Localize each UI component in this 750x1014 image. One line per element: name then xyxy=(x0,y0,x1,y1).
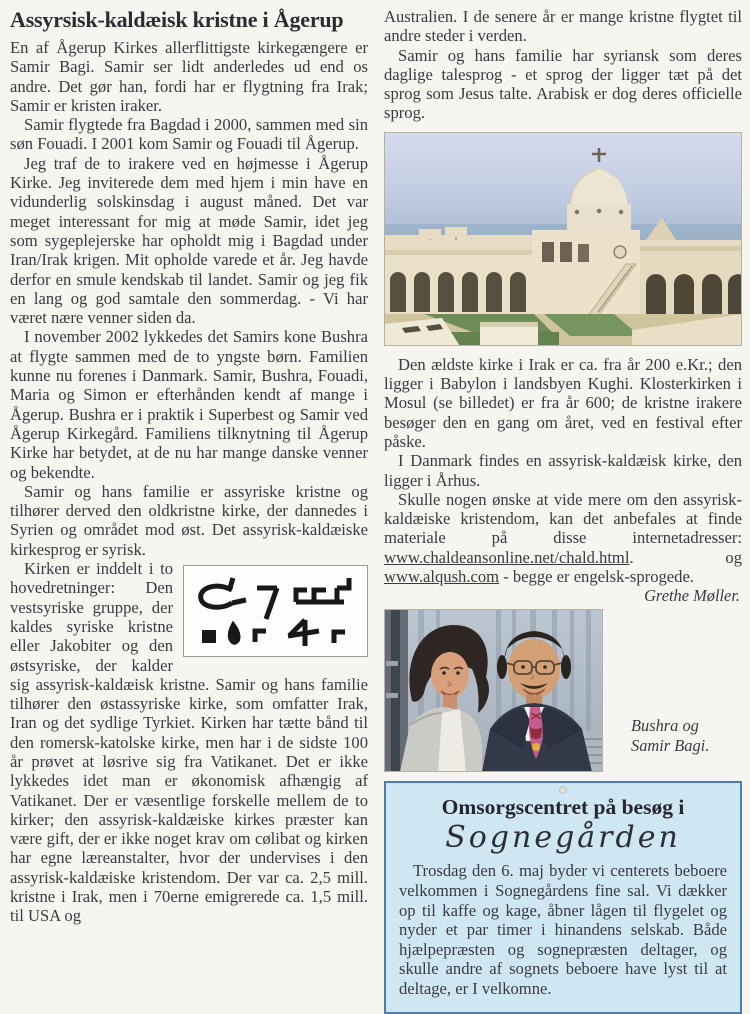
left-column xyxy=(10,7,368,1004)
paragraph-oldest-church: Den ældste kirke i Irak er ca. fra år 200 e.Kr.; den ligger i Babylon i landsbyen Kughi. Klosterkirken i Mosul (se billedet) er fra år 600; de kristne irakere besøger den en gang om året, ved en festival efter påske. xyxy=(384,354,742,451)
pin-hole-mark xyxy=(559,786,567,794)
links-text-before: Skulle nogen ønske at vide mere om den assyrisk-kaldæiske kristendom, kan det anbefales at finde materiale på disse internetadresser: xyxy=(384,489,742,548)
notice-body: Trosdag den 6. maj byder vi centerets beboere velkommen i Sognegårdens fine sal. Vi dækker op til kaffe og kage, åbner lågen til flygelet og nyder et par timer i hinandens selskab. Både hjælpepræsten og sognepræsten deltager, og skulle andre af sognets beboere have lyst til at deltage, er I velkomne. xyxy=(399,861,727,998)
paragraph-meeting: Jeg traf de to irakere ved en højmesse i Ågerup Kirke. Jeg inviterede dem med hjem i min have en vidunderlig solskinsdag i august måned. Det var meget interessant for mig at møde Samir, idet jeg som sygeplejerske har opholdt mig i Bagdad under Iran/Irak krigen. Mit opholde varede et år. Jeg havde derfor en smule kendskab til landet. Samir og jeg fik en lang og god samtale den sommerdag. - Vi har været nære venner siden da. xyxy=(10,153,368,328)
author-byline: Grethe Møller. xyxy=(644,586,740,606)
article-title: Assyrsisk-kaldæisk kristne i Ågerup xyxy=(10,7,344,32)
notice-box xyxy=(384,781,742,1014)
paragraph-church-branches: Kirken er inddelt i to hovedretninger: Den vestsyriske gruppe, der kaldes syriske kristne eller Jakobiter og den østsyriske, der kalder sig assyrisk-kaldæisk kristne. Samir og hans familie tilhører den østassyriske kirke, som omfatter Irak, Iran og det sydlige Tyrkiet. Kirken har tætte bånd til den romersk-katolske kirke, men har i de sidste 100 år prøvet at løsrive sig fra Vatikanet. Det er ikke lykkedes idet man er økonomisk afhængig af Vatikanet. Der er væsentlige forskelle mellem de to kirker; den assyrisk-kaldæiske kirkes præster kan være gift, der er ikke noget krav om cølibat og kirken har egne læreanstalter, hvor der undervises i den assyrisk-kaldæiske kristendom. Der var ca. 2,5 mill. kristne i Irak, men i 70erne emigrerede ca. 1,5 mill. til USA og xyxy=(10,559,368,926)
notice-subtitle-script: Sognegården xyxy=(445,820,681,856)
syriac-glyphs-illustration xyxy=(193,574,358,648)
bushra-samir-photo xyxy=(384,609,603,772)
window-frame xyxy=(384,609,408,772)
link-chaldeansonline[interactable]: www.chaldeansonline.net/chald.html xyxy=(384,547,630,567)
right-column xyxy=(384,7,742,1004)
paragraph-australien: Australien. I de senere år er mange kristne flygtet til andre steder i verden. xyxy=(384,7,742,46)
monastery-church-photo xyxy=(384,132,742,346)
caption-line-2: Samir Bagi. xyxy=(631,736,710,756)
left-arcade xyxy=(384,250,534,316)
couple-photo-row xyxy=(384,609,742,772)
paragraph-church-branches-wrap xyxy=(10,559,368,926)
paragraph-internet-addresses xyxy=(384,490,742,586)
links-text-after: - begge er engelsk-sprogede. xyxy=(499,567,694,587)
paragraph-language: Samir og hans familie har syriansk som deres daglige talesprog - et sprog der ligger tæt på det sprog som Jesus talte. Arabisk er dog deres officielle sprog. xyxy=(384,45,742,123)
paragraph-flight: Samir flygtede fra Bagdad i 2000, sammen med sin søn Fouadi. I 2001 kom Samir og Fouadi til Ågerup. xyxy=(10,115,368,154)
paragraph-family: I november 2002 lykkedes det Samirs kone Bushra at flygte sammen med de to yngste børn. Familien kunne nu forenes i Danmark. Samir, Bushra, Fouadi, Maria og Simon er efterhånden kendt af mange i Ågerup. Bushra er i praktik i Superbest og Samir ved Ågerup Kirkegård. Familiens tilknytning til Ågerup Kirke har betydet, at de nu har mange danske venner og bekendte. xyxy=(10,327,368,482)
syriac-script-image xyxy=(183,565,368,657)
paragraph-church-origin: Samir og hans familie er assyriske kristne og tilhører derved den oldkristne kirke, der dannedes i Syrien og området mod øst. Det assyrisk-kaldæiske kirkesprog er syrisk. xyxy=(10,481,368,559)
caption-line-1: Bushra og xyxy=(631,716,699,736)
photo-caption xyxy=(631,716,709,772)
links-text-between: . og xyxy=(629,547,742,567)
paragraph-denmark-church: I Danmark findes en assyrisk-kaldæisk kirke, den ligger i Århus. xyxy=(384,451,742,490)
notice-title: Omsorgscentret på besøg i xyxy=(441,795,685,820)
paragraph-intro: En af Ågerup Kirkes allerflittigste kirkegængere er Samir Bagi. Samir ser lidt anderledes ud end os andre. Det gør han, fordi har er flygtning fra Irak; Samir er kristen iraker. xyxy=(10,38,368,115)
link-alqush[interactable]: www.alqush.com xyxy=(384,567,500,587)
